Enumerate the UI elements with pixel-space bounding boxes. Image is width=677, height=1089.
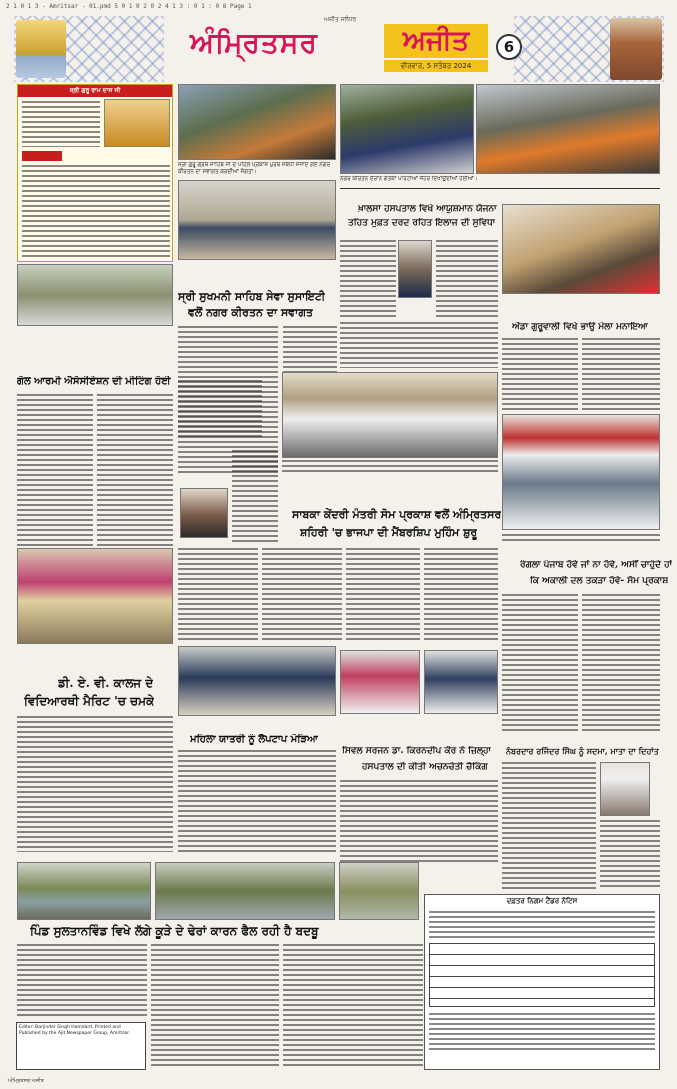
headline-dav-2: ਵਿਦਿਆਰਥੀ ਮੈਰਿਟ 'ਚ ਚਮਕੇ xyxy=(24,694,155,708)
khalsa-text-2 xyxy=(436,240,498,320)
headline-civil: ਸਿਵਲ ਸਰਜਨ ਡਾ. ਕਿਰਨਦੀਪ ਕੌਰ ਨੇ ਜ਼ਿਲ੍ਹਾ xyxy=(342,746,492,756)
headline-obit: ਨੰਬਰਦਾਰ ਰਜਿੰਦਰ ਸਿੰਘ ਨੂੰ ਸਦਮਾ, ਮਾਤਾ ਦਾ ਦਿਹਾਂਤ xyxy=(506,746,659,756)
headline-garbage: ਪਿੰਡ ਸੁਲਤਾਨਵਿੰਡ ਵਿਖੇ ਲੱਗੇ ਕੂੜੇ ਦੇ ਢੇਰਾਂ ਕਾਰਨ ਫੈਲ ਰਹੀ ਹੈ ਬਦਬੂ xyxy=(30,924,319,938)
obit-photo xyxy=(600,762,650,816)
headline-som-prakash: ਸਾਬਕਾ ਕੇਂਦਰੀ ਮੰਤਰੀ ਸੋਮ ਪ੍ਰਕਾਸ਼ ਵਲੋਂ ਅੰਮ੍ਰਿਤਸਰ xyxy=(292,508,502,521)
headline-dav: ਡੀ. ਏ. ਵੀ. ਕਾਲਜ ਦੇ xyxy=(58,676,154,690)
khalsa-text-3 xyxy=(340,322,498,368)
civil-photo-1 xyxy=(340,650,420,714)
page-number: 6 xyxy=(496,34,522,60)
gatka-photo-1 xyxy=(340,84,474,174)
civil-photo-2 xyxy=(424,650,498,714)
headline-khalsa: ਖ਼ਾਲਸਾ ਹਸਪਤਾਲ ਵਿਖੇ ਆਯੁਸ਼ਮਾਨ ਯੋਜਨਾ xyxy=(358,204,497,214)
tender-notice xyxy=(424,894,660,1070)
ad-title: ਸ੍ਰੀ ਗੁਰੂ ਰਾਮ ਦਾਸ ਜੀ xyxy=(18,85,172,97)
portrait-photo xyxy=(180,488,228,538)
masthead xyxy=(14,16,664,82)
som-text-3 xyxy=(346,548,420,640)
gatka-photo-2 xyxy=(476,84,660,174)
garbage-text-3 xyxy=(283,944,423,1068)
bjp-meeting-photo xyxy=(282,372,498,458)
army-meeting-photo xyxy=(17,264,173,326)
ad-temple-image xyxy=(104,99,170,147)
dav-text xyxy=(17,716,173,852)
ad-text-a xyxy=(22,101,100,147)
headline-sukhmani-2: ਵਲੋਂ ਨਗਰ ਕੀਰਤਨ ਦਾ ਸਵਾਗਤ xyxy=(188,306,314,319)
ad-badge xyxy=(22,151,62,161)
publisher-box: Editor: Barjinder Singh Hamdard. Printed and Published by the Ajit Newspaper Group, Amritsar. xyxy=(16,1022,146,1070)
title-block xyxy=(184,16,496,78)
som-text-4 xyxy=(424,548,498,640)
headline-right-1: ਰੰਗਲਾ ਪੰਜਾਬ ਹੋਵੇ ਜਾਂ ਨਾ ਹੋਵੇ, ਅਸੀਂ ਚਾਹੁੰਦੇ ਹਾਂ xyxy=(520,560,673,570)
garbage-photo-1 xyxy=(17,862,151,920)
headline-civil-2: ਹਸਪਤਾਲ ਦੀ ਕੀਤੀ ਅਚਨਚੇਤੀ ਚੈਕਿੰਗ xyxy=(362,762,488,772)
headline-right-2: ਕਿ ਅਕਾਲੀ ਦਲ ਤਕੜਾ ਹੋਵੇ- ਸੋਮ ਪ੍ਰਕਾਸ਼ xyxy=(530,576,669,586)
gatka-caption: ਨਗਰ ਕੀਰਤਨ ਦੌਰਾਨ ਗਤਕਾ ਪਾਰਟੀਆਂ ਜੌਹਰ ਦਿਖਾਉਂਦੀਆਂ ਹੋਈਆਂ। xyxy=(340,176,478,182)
tender-title: ਦਫ਼ਤਰ ਨਿਗਮ ਟੈਂਡਰ ਨੋਟਿਸ xyxy=(506,897,578,905)
print-strip: 2 1 0 1 3 - Amritsar - 01.pmd 5 0 1 0 2 0 2 4 1 3 : 0 1 : 0 8 Page 1 xyxy=(6,3,252,10)
right-text-2 xyxy=(582,594,660,734)
paper-small-label: ਅਜੀਤ ਜਲੰਧਰ xyxy=(324,16,357,23)
ribbon-photo xyxy=(502,204,660,294)
title-paper: ਅਜੀਤ xyxy=(384,24,488,58)
press-caption xyxy=(502,534,660,544)
headline-khalsa-2: ਤਹਿਤ ਮੁਫ਼ਤ ਦਰਦ ਰਹਿਤ ਇਲਾਜ ਦੀ ਸੁਵਿਧਾ xyxy=(348,218,496,228)
doctor-photo xyxy=(398,240,432,298)
gurudwara-ad xyxy=(17,84,173,262)
headline-sukhmani: ਸ੍ਰੀ ਸੁਖਮਨੀ ਸਾਹਿਬ ਸੇਵਾ ਸੁਸਾਇਟੀ xyxy=(178,290,326,303)
som-text-2 xyxy=(262,548,342,640)
golden-temple-image xyxy=(16,20,66,78)
obit-text-1 xyxy=(502,762,596,890)
gurudwara-text-2 xyxy=(582,338,660,410)
title-city: ਅੰਮ੍ਰਿਤਸਰ xyxy=(190,26,318,59)
procession-caption: ਸ੍ਰੀ ਗੁਰੂ ਗ੍ਰੰਥ ਸਾਹਿਬ ਜੀ ਦੇ ਪਹਿਲੇ ਪ੍ਰਕਾਸ਼ ਪੁਰਬ ਸਬੰਧੀ ਸਜਾਏ ਗਏ ਨਗਰ ਕੀਰਤਨ ਦਾ ਸਵਾਗਤ ਕਰਦੀਆਂ ਸੰਗਤਾਂ। xyxy=(178,162,330,175)
heritage-tower-image xyxy=(610,18,662,80)
procession-photo xyxy=(178,84,336,160)
mid-text-a xyxy=(178,380,262,440)
bjp-caption xyxy=(282,460,498,474)
date-line: ਵੀਰਵਾਰ, 5 ਸਤੰਬਰ 2024 xyxy=(384,60,488,72)
army-text-2 xyxy=(97,394,173,546)
footer: ਅੰਮ੍ਰਿਤਸਰ ਅਜੀਤ xyxy=(8,1078,44,1084)
army-text-1 xyxy=(17,394,93,546)
headline-laptop: ਮਹਿਲਾ ਯਾਤਰੀ ਨੂੰ ਲੈਪਟਾਪ ਮੋੜਿਆ xyxy=(190,734,318,745)
garbage-text-1 xyxy=(17,944,147,1018)
ad-text-b xyxy=(22,165,170,259)
tender-text-1 xyxy=(429,911,655,939)
divider xyxy=(340,188,660,189)
dav-students-photo xyxy=(17,548,173,644)
garbage-text-2 xyxy=(151,944,279,1068)
right-text-1 xyxy=(502,594,578,734)
headline-som-prakash-2: ਸ਼ਹਿਰੀ 'ਚ ਭਾਜਪਾ ਦੀ ਮੈਂਬਰਸ਼ਿਪ ਮੁਹਿੰਮ ਸ਼ੁਰੂ xyxy=(300,526,478,539)
obit-text-2 xyxy=(600,820,660,890)
gurudwara-text-1 xyxy=(502,338,578,410)
garbage-photo-3 xyxy=(339,862,419,920)
som-text-1 xyxy=(178,548,258,640)
garbage-photo-2 xyxy=(155,862,335,920)
press-conference-photo xyxy=(502,414,660,530)
khalsa-text-1 xyxy=(340,240,396,320)
civil-text xyxy=(340,780,498,862)
tender-text-2 xyxy=(429,1013,655,1053)
headline-army: ਗੋਲ ਆਰਮੀ ਐਸੋਸੀਏਸ਼ਨ ਦੀ ਮੀਟਿੰਗ ਹੋਈ xyxy=(17,376,171,387)
welcome-photo xyxy=(178,180,336,260)
mid-text-b xyxy=(232,450,278,542)
tender-table xyxy=(429,943,655,1007)
laptop-photo xyxy=(178,646,336,716)
laptop-text xyxy=(178,750,336,854)
headline-gurudwara: ਅੱਡਾ ਗੁਰੂਵਾਲੀ ਵਿਖੇ ਭਾਉ ਮੇਲਾ ਮਨਾਇਆ xyxy=(512,322,648,332)
